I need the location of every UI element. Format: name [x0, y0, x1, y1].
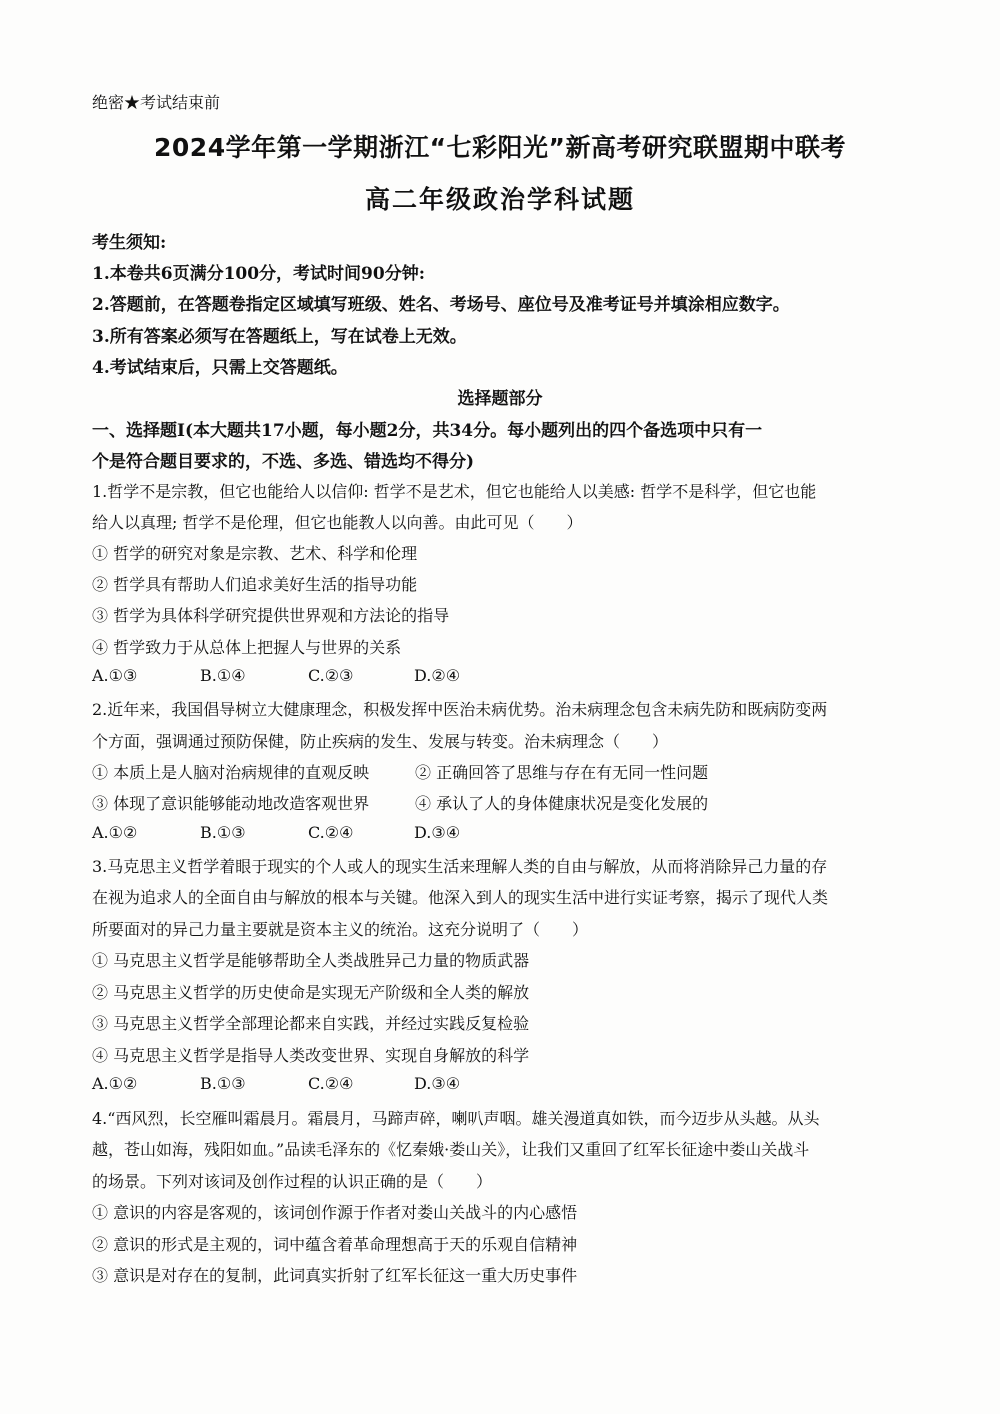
- question-2-statement: ③ 体现了意识能够能动地改造客观世界: [92, 794, 370, 813]
- question-1-statement: ② 哲学具有帮助人们追求美好生活的指导功能: [92, 575, 418, 594]
- question-3-stem-line: 3.马克思主义哲学着眼于现实的个人或人的现实生活来理解人类的自由与解放，从而将消除异己力量的存: [92, 857, 828, 876]
- section-title: 选择题部分: [457, 389, 543, 409]
- question-1-options: [92, 666, 514, 685]
- question-4-stem-line: 4.“西风烈，长空雁叫霜晨月。霜晨月，马蹄声碎，喇叭声咽。雄关漫道真如铁，而今迈步从头越。从头: [92, 1109, 820, 1128]
- question-3-options: [92, 1074, 514, 1093]
- option-a: A.①②: [92, 1074, 138, 1093]
- question-3-stem-line: 在视为追求人的全面自由与解放的根本与关键。他深入到人的现实生活中进行实证考察，揭示了现代人类: [92, 888, 829, 907]
- option-b: B.①③: [200, 823, 246, 842]
- option-c: C.②④: [308, 823, 354, 842]
- option-b: B.①③: [200, 1074, 246, 1093]
- question-3-statement: ④ 马克思主义哲学是指导人类改变世界、实现自身解放的科学: [92, 1046, 530, 1065]
- option-d: D.③④: [414, 1074, 461, 1093]
- question-2-statement: ① 本质上是人脑对治病规律的直观反映: [92, 763, 370, 782]
- question-1-stem-line: 1.哲学不是宗教，但它也能给人以信仰: 哲学不是艺术，但它也能给人以美感: 哲学不是科学，但它也能: [92, 482, 817, 501]
- question-4-statement: ① 意识的内容是客观的，该词创作源于作者对娄山关战斗的内心感悟: [92, 1203, 578, 1222]
- question-3-statement: ① 马克思主义哲学是能够帮助全人类战胜异己力量的物质武器: [92, 951, 530, 970]
- notice-heading: 考生须知:: [92, 233, 167, 253]
- question-1-statement: ① 哲学的研究对象是宗教、艺术、科学和伦理: [92, 544, 418, 563]
- option-a: A.①②: [92, 823, 138, 842]
- option-c: C.②③: [308, 666, 354, 685]
- question-4-statement: ② 意识的形式是主观的，词中蕴含着革命理想高于天的乐观自信精神: [92, 1235, 578, 1254]
- part-heading-line: 个是符合题目要求的，不选、多选、错选均不得分): [92, 452, 475, 472]
- question-1-stem-line: 给人以真理; 哲学不是伦理，但它也能教人以向善。由此可见（ ）: [92, 513, 583, 532]
- option-d: D.②④: [414, 666, 461, 685]
- option-c: C.②④: [308, 1074, 354, 1093]
- question-1-statement: ③ 哲学为具体科学研究提供世界观和方法论的指导: [92, 606, 450, 625]
- question-3-stem-line: 所要面对的异己力量主要就是资本主义的统治。这充分说明了（ ）: [92, 920, 589, 939]
- option-a: A.①③: [92, 666, 138, 685]
- question-2-statement: ④ 承认了人的身体健康状况是变化发展的: [415, 794, 709, 813]
- option-b: B.①④: [200, 666, 246, 685]
- question-4-statement: ③ 意识是对存在的复制，此词真实折射了红军长征这一重大历史事件: [92, 1266, 578, 1285]
- exam-subtitle: 高二年级政治学科试题: [364, 185, 635, 214]
- part-heading-line: 一、选择题Ⅰ(本大题共17小题，每小题2分，共34分。每小题列出的四个备选项中只有一: [92, 421, 763, 441]
- exam-title: 2024学年第一学期浙江“七彩阳光”新高考研究联盟期中联考: [154, 133, 846, 162]
- question-2-stem-line: 2.近年来，我国倡导树立大健康理念，积极发挥中医治未病优势。治未病理念包含未病先防和既病防变两: [92, 700, 828, 719]
- question-4-stem-line: 越，苍山如海，残阳如血。”品读毛泽东的《忆秦娥·娄山关》，让我们又重回了红军长征途中娄山关战斗: [92, 1140, 810, 1159]
- question-3-statement: ③ 马克思主义哲学全部理论都来自实践，并经过实践反复检验: [92, 1014, 530, 1033]
- notice-item: 3.所有答案必须写在答题纸上，写在试卷上无效。: [92, 327, 467, 347]
- question-1-statement: ④ 哲学致力于从总体上把握人与世界的关系: [92, 638, 402, 657]
- question-4-stem-line: 的场景。下列对该词及创作过程的认识正确的是（ ）: [92, 1172, 493, 1191]
- notice-item: 2.答题前，在答题卷指定区域填写班级、姓名、考场号、座位号及准考证号并填涂相应数字。: [92, 295, 790, 315]
- notice-item: 4.考试结束后，只需上交答题纸。: [92, 358, 348, 378]
- notice-item: 1.本卷共6页满分100分，考试时间90分钟:: [92, 264, 425, 284]
- option-d: D.③④: [414, 823, 461, 842]
- question-2-stem-line: 个方面，强调通过预防保健，防止疾病的发生、发展与转变。治未病理念（ ）: [92, 732, 669, 751]
- question-2-statement: ② 正确回答了思维与存在有无同一性问题: [415, 763, 709, 782]
- question-2-options: [92, 823, 514, 842]
- question-3-statement: ② 马克思主义哲学的历史使命是实现无产阶级和全人类的解放: [92, 983, 530, 1002]
- confidential-label: 绝密★考试结束前: [92, 93, 221, 112]
